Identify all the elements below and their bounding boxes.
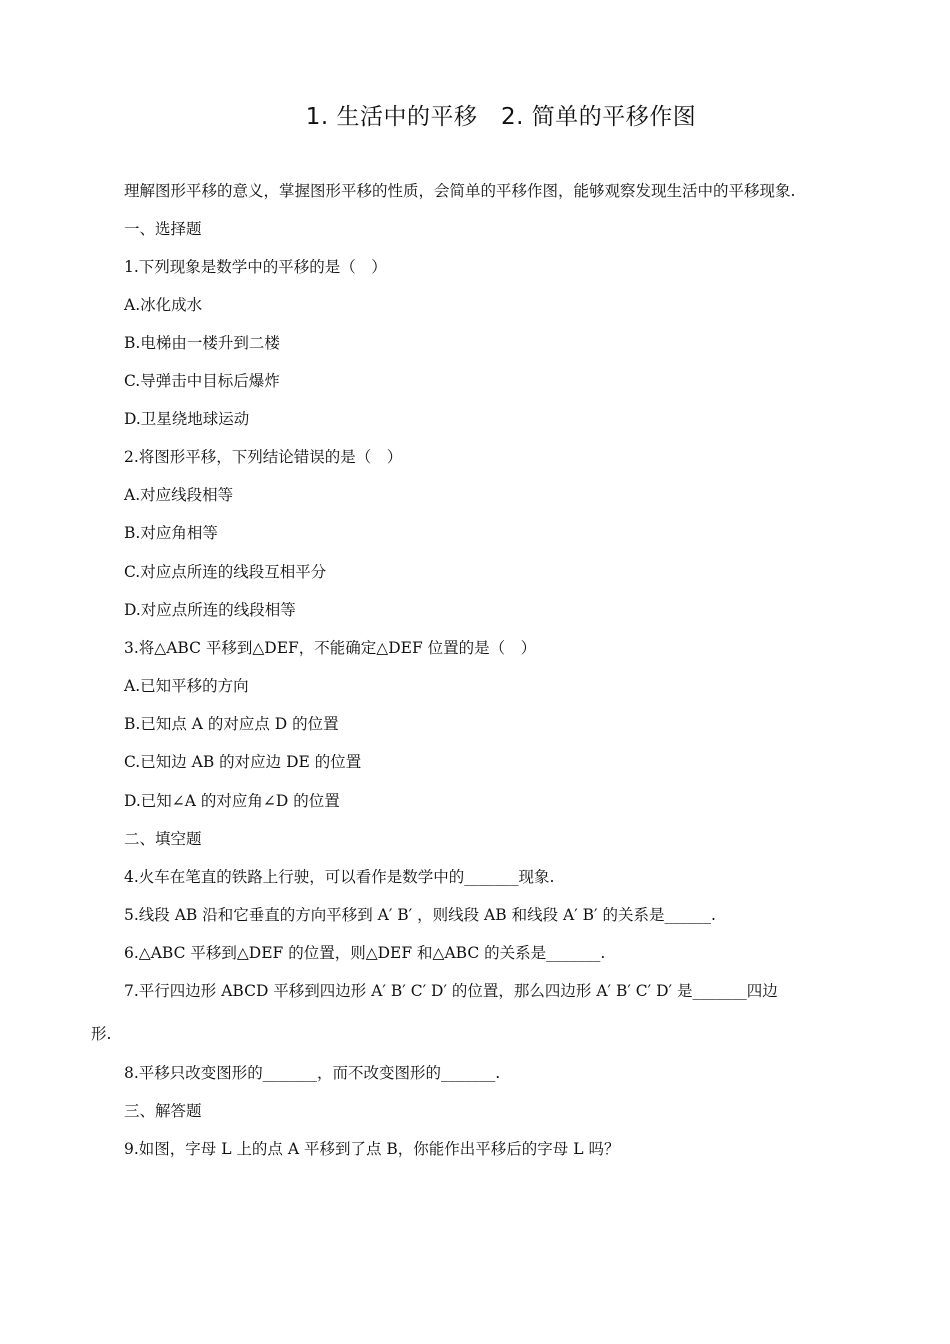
section-heading: 三、解答题 xyxy=(124,1102,202,1120)
option-text: D.已知∠A 的对应角∠D 的位置 xyxy=(124,792,340,810)
question-text: 5.线段 AB 沿和它垂直的方向平移到 A′ B′ ，则线段 AB 和线段 A′ B′ 的关系是______. xyxy=(124,906,716,924)
option-text: D.卫星绕地球运动 xyxy=(124,410,250,428)
question-text: 6.△ABC 平移到△DEF 的位置，则△DEF 和△ABC 的关系是_______. xyxy=(124,944,606,962)
question-text: 7.平行四边形 ABCD 平移到四边形 A′ B′ C′ D′ 的位置，那么四边形 A′ B′ C′ D′ 是_______四边 xyxy=(124,982,778,1000)
question-text: 3.将△ABC 平移到△DEF，不能确定△DEF 位置的是（ ） xyxy=(124,639,537,657)
option-text: C.导弹击中目标后爆炸 xyxy=(124,372,280,390)
option-text: B.已知点 A 的对应点 D 的位置 xyxy=(124,715,339,733)
option-text: A.对应线段相等 xyxy=(124,486,234,504)
intro-text: 理解图形平移的意义，掌握图形平移的性质，会简单的平移作图，能够观察发现生活中的平移现象. xyxy=(124,182,796,200)
section-heading: 一、选择题 xyxy=(124,220,202,238)
option-text: C.对应点所连的线段互相平分 xyxy=(124,563,327,581)
question-text: 9.如图，字母 L 上的点 A 平移到了点 B，你能作出平移后的字母 L 吗？ xyxy=(124,1140,620,1158)
question-text: 4.火车在笔直的铁路上行驶，可以看作是数学中的_______现象. xyxy=(124,868,555,886)
option-text: A.冰化成水 xyxy=(124,296,203,314)
option-text: D.对应点所连的线段相等 xyxy=(124,601,296,619)
option-text: C.已知边 AB 的对应边 DE 的位置 xyxy=(124,753,362,771)
question-text: 1.下列现象是数学中的平移的是（ ） xyxy=(124,258,387,276)
option-text: B.电梯由一楼升到二楼 xyxy=(124,334,280,352)
question-text: 8.平移只改变图形的_______，而不改变图形的_______. xyxy=(124,1064,501,1082)
question-text: 2.将图形平移，下列结论错误的是（ ） xyxy=(124,448,403,466)
option-text: A.已知平移的方向 xyxy=(124,677,249,695)
page-title: 1. 生活中的平移 2. 简单的平移作图 xyxy=(305,104,697,130)
option-text: B.对应角相等 xyxy=(124,524,218,542)
question-text-continued: 形. xyxy=(91,1025,112,1043)
section-heading: 二、填空题 xyxy=(124,830,202,848)
